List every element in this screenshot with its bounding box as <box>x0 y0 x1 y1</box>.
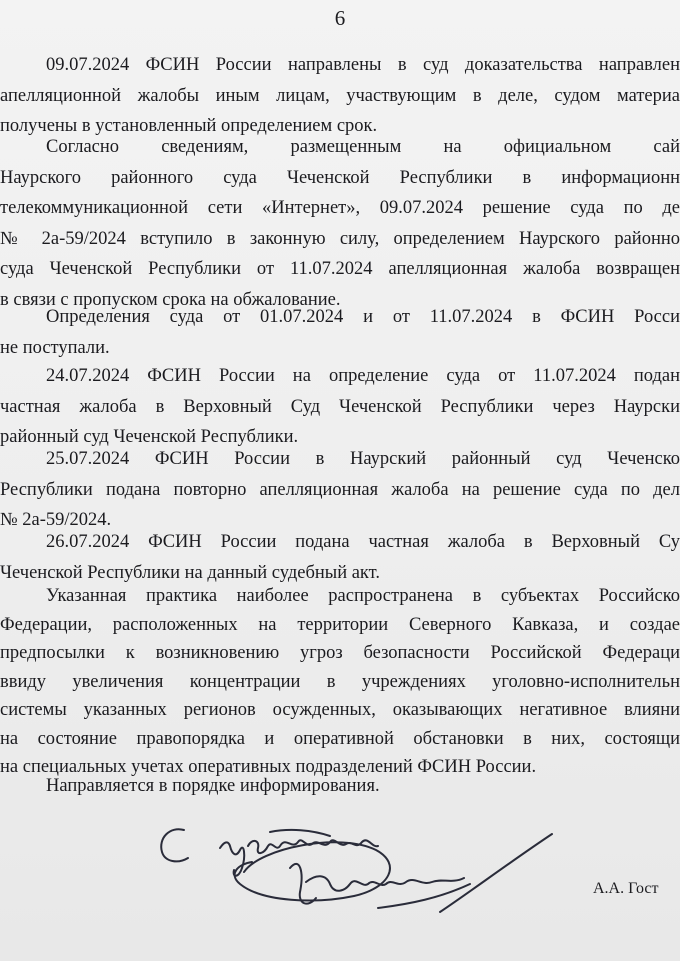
paragraph-3 <box>0 302 680 363</box>
text-line: суда Чеченской Республики от 11.07.2024 апелляционная жалоба возвращен <box>0 259 680 279</box>
text-line: системы указанных регионов осужденных, оказывающих негативное влияни <box>0 700 680 720</box>
text-line: 25.07.2024 ФСИН России в Наурский районный суд Чеченско <box>46 449 680 469</box>
text-line: на специальных учетах оперативных подразделений ФСИН России. <box>0 757 537 777</box>
text-line: получены в установленный определением срок. <box>0 116 378 136</box>
paragraph-2 <box>0 132 680 315</box>
paragraph-6 <box>0 527 680 588</box>
text-line: телекоммуникационной сети «Интернет», 09.07.2024 решение суда по де <box>0 198 680 218</box>
text-line: Чеченской Республики на данный судебный акт. <box>0 562 380 583</box>
paragraph-4 <box>0 361 680 453</box>
text-line: № 2а-59/2024. <box>0 510 112 530</box>
text-line: 26.07.2024 ФСИН России подана частная жалоба в Верховный Су <box>46 532 680 552</box>
text-line: Федерации, расположенных на территории Северного Кавказа, и создае <box>0 614 680 635</box>
text-line: в связи с пропуском срока на обжалование. <box>0 289 341 310</box>
signer-name: А.А. Гост <box>593 880 659 897</box>
text-line: предпосылки к возникновению угроз безопасности Российской Федераци <box>0 643 680 663</box>
text-line: Наурского районного суда Чеченской Республики в информационн <box>0 167 680 188</box>
text-line: 09.07.2024 ФСИН России направлены в суд доказательства направлен <box>46 55 680 75</box>
text-line: ввиду увеличения концентрации в учреждениях уголовно-исполнительн <box>0 671 680 692</box>
paragraph-5 <box>0 444 680 536</box>
text-line: Согласно сведениям, размещенным на официальном сай <box>46 137 680 157</box>
text-line: Определения суда от 01.07.2024 и от 11.07.2024 в ФСИН Росси <box>46 307 680 327</box>
text-line: № 2а-59/2024 вступило в законную силу, определением Наурского районно <box>0 228 680 249</box>
paragraph-1 <box>0 50 680 142</box>
text-line: 24.07.2024 ФСИН России на определение суда от 11.07.2024 подан <box>46 366 680 386</box>
text-line: апелляционной жалобы иным лицам, участвующим в деле, судом материа <box>0 85 680 106</box>
paragraph-8 <box>0 771 380 802</box>
text-line: частная жалоба в Верховный Суд Чеченской Республики через Наурски <box>0 396 680 417</box>
page-number: 6 <box>334 6 346 30</box>
text-line: Указанная практика наиболее распространена в субъектах Российско <box>46 586 680 606</box>
text-line: на состояние правопорядка и оперативной обстановки в них, состоящи <box>0 728 680 749</box>
text-line: Направляется в порядке информирования. <box>46 776 380 796</box>
text-line: районный суд Чеченской Республики. <box>0 427 299 447</box>
text-line: Республики подана повторно апелляционная жалоба на решение суда по дел <box>0 479 680 500</box>
handwritten-signature <box>140 812 560 952</box>
text-line: не поступали. <box>0 337 110 358</box>
paragraph-7 <box>0 582 680 782</box>
